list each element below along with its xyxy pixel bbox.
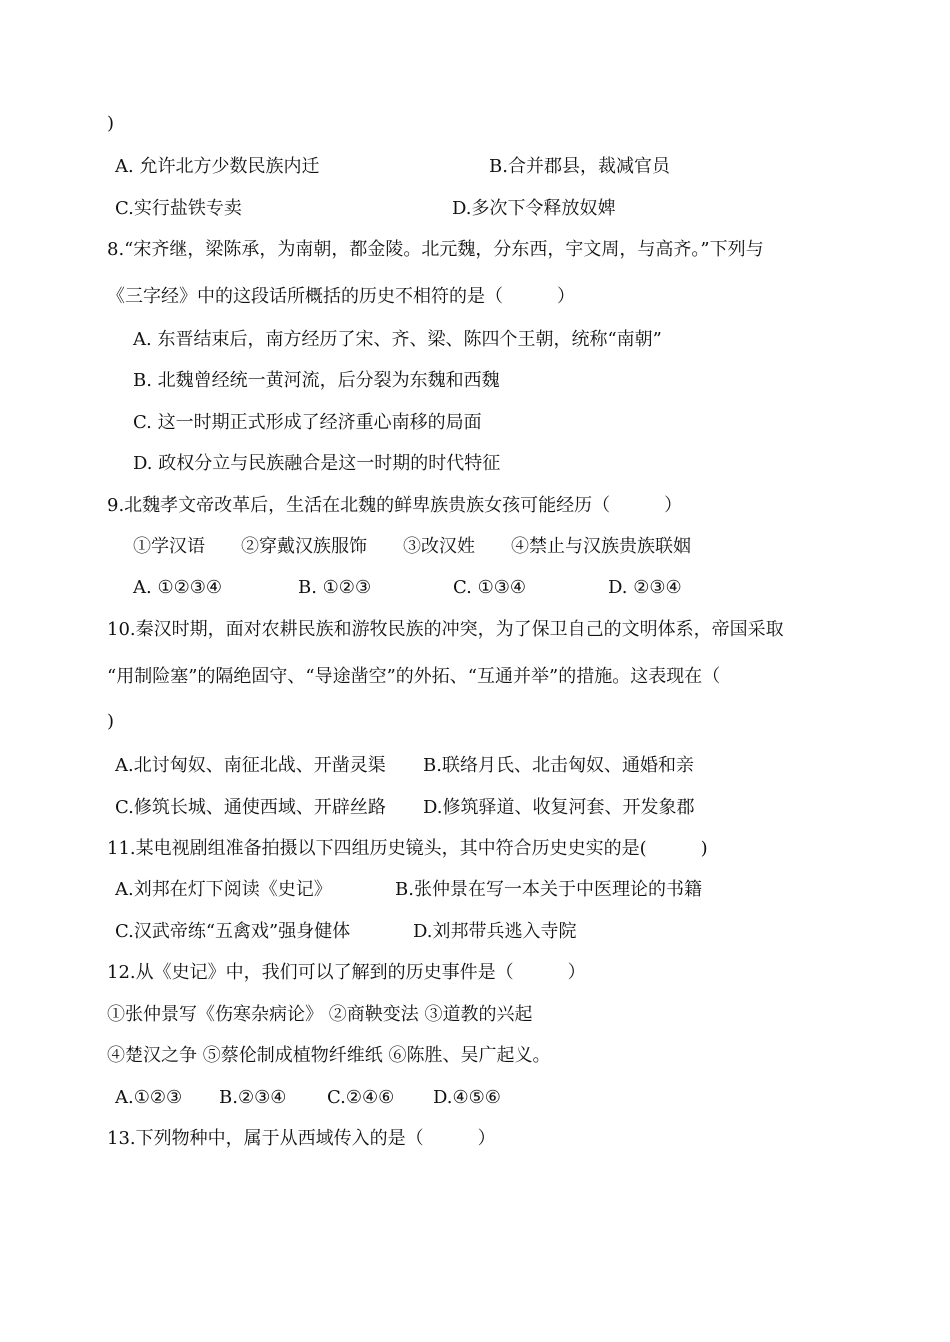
q8-option-d: D. 政权分立与民族融合是这一时期的时代特征 [133,453,501,474]
q9-items: ①学汉语 ②穿戴汉族服饰 ③改汉姓 ④禁止与汉族贵族联姻 [133,536,691,557]
q9-option-d: D. ②③④ [608,577,682,598]
q8-option-c: C. 这一时期正式形成了经济重心南移的局面 [133,412,482,433]
q12-option-d: D.④⑤⑥ [433,1087,501,1108]
q8-option-a: A. 东晋结束后，南方经历了宋、齐、梁、陈四个王朝，统称“南朝” [133,329,662,350]
q10-option-b: B.联络月氏、北击匈奴、通婚和亲 [423,755,694,776]
q12-option-a: A.①②③ [115,1087,183,1108]
q7-option-d: D.多次下令释放奴婢 [452,198,616,219]
q9-option-b: B. ①②③ [298,577,372,598]
q10-stem-line-2: “用制险塞”的隔绝固守、“导途凿空”的外拓、“互通并举”的措施。这表现在（ [107,666,721,687]
q12-stem: 12.从《史记》中，我们可以了解到的历史事件是（ ） [107,962,586,983]
q12-items-line-1: ①张仲景写《伤寒杂病论》 ②商鞅变法 ③道教的兴起 [107,1004,533,1025]
q12-items-line-2: ④楚汉之争 ⑤蔡伦制成植物纤维纸 ⑥陈胜、吴广起义。 [107,1045,551,1066]
q8-stem-line-1: 8.“宋齐继，梁陈承，为南朝，都金陵。北元魏，分东西，宇文周，与高齐。”下列与 [107,239,764,260]
q9-stem: 9.北魏孝文帝改革后，生活在北魏的鲜卑族贵族女孩可能经历（ ） [107,495,683,516]
q11-option-d: D.刘邦带兵逃入寺院 [413,921,577,942]
q7-option-a: A. 允许北方少数民族内迁 [115,156,320,177]
q12-option-c: C.②④⑥ [327,1087,395,1108]
q11-option-c: C.汉武帝练“五禽戏”强身健体 [115,921,351,942]
q7-option-b: B.合并郡县，裁减官员 [489,156,670,177]
q9-option-c: C. ①③④ [453,577,526,598]
q11-stem: 11.某电视剧组准备拍摄以下四组历史镜头，其中符合历史史实的是( ) [107,838,708,859]
q11-option-b: B.张仲景在写一本关于中医理论的书籍 [395,879,702,900]
q10-option-a: A.北讨匈奴、南征北战、开凿灵渠 [115,755,386,776]
q7-stem-tail: ) [107,113,115,134]
q10-stem-line-1: 10.秦汉时期，面对农耕民族和游牧民族的冲突，为了保卫自己的文明体系，帝国采取 [107,619,784,640]
q10-option-c: C.修筑长城、通使西域、开辟丝路 [115,797,386,818]
q8-option-b: B. 北魏曾经统一黄河流，后分裂为东魏和西魏 [133,370,500,391]
q13-stem: 13.下列物种中，属于从西域传入的是（ ） [107,1128,496,1149]
q9-option-a: A. ①②③④ [133,577,222,598]
q10-option-d: D.修筑驿道、收复河套、开发象郡 [423,797,695,818]
q8-stem-line-2: 《三字经》中的这段话所概括的历史不相符的是（ ） [107,286,575,307]
q7-option-c: C.实行盐铁专卖 [115,198,242,219]
q11-option-a: A.刘邦在灯下阅读《史记》 [115,879,332,900]
q12-option-b: B.②③④ [219,1087,287,1108]
q10-stem-line-3: ) [107,711,115,732]
